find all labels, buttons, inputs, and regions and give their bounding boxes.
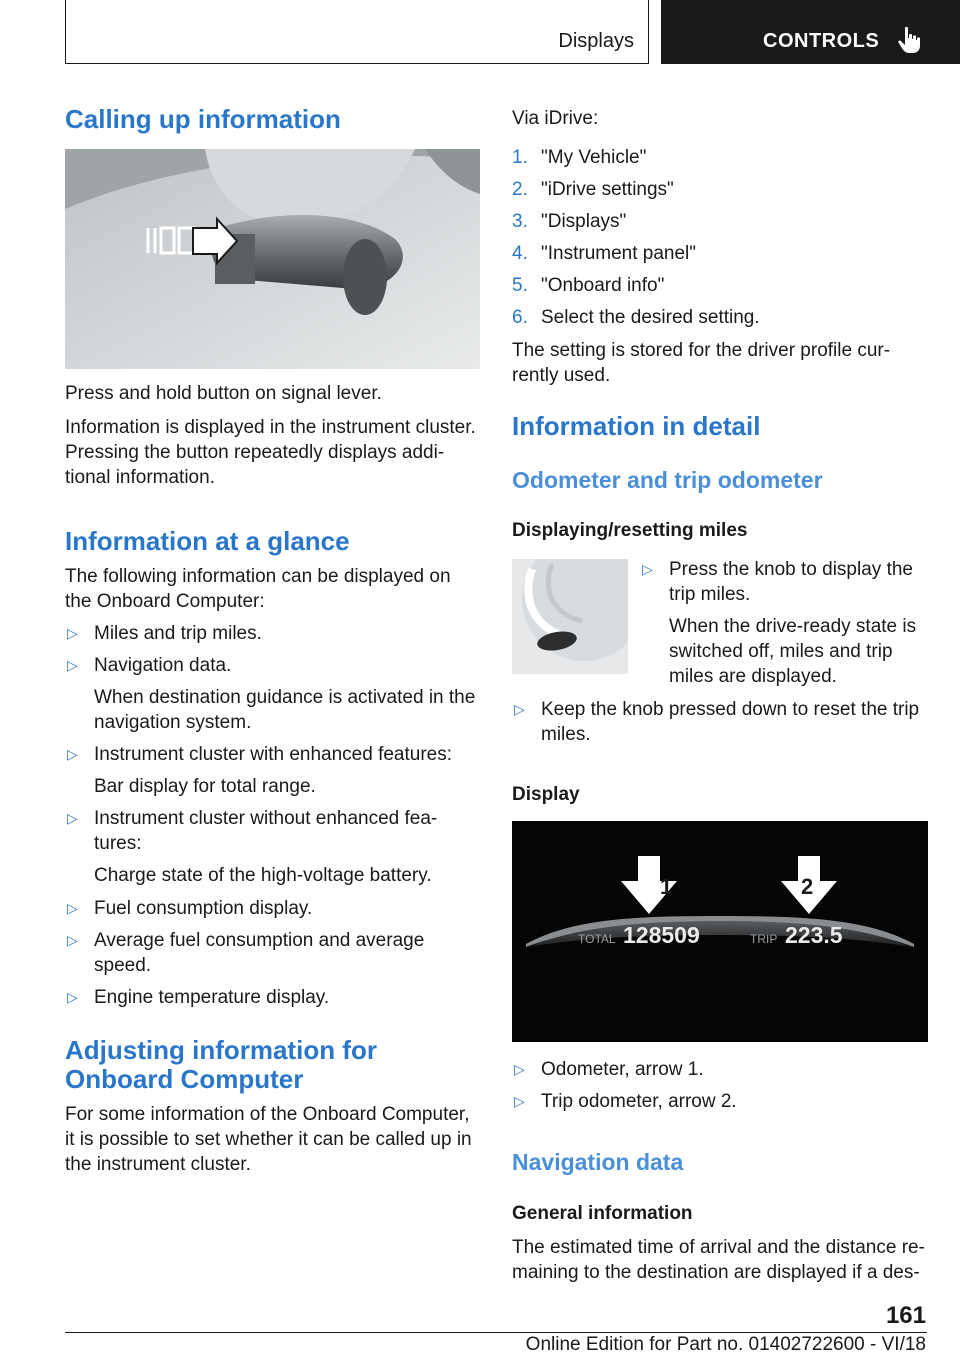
heading-adjusting-information: Adjusting information for (65, 1035, 377, 1065)
page-number: 161 (885, 1302, 926, 1329)
triangle-right-icon: ▷ (514, 1061, 525, 1077)
footer-edition: Online Edition for Part no. 01402722600 - VI/18 (525, 1334, 926, 1355)
heading-onboard-computer: Onboard Computer (65, 1064, 304, 1094)
text-following-info: The following information can be displayed on (65, 566, 451, 587)
trip-value: 223.5 (785, 922, 843, 948)
heading-calling-up-information: Calling up information (65, 104, 341, 134)
text-sub: speed. (94, 955, 152, 976)
triangle-right-icon: ▷ (67, 932, 78, 948)
figure-signal-lever (65, 149, 480, 369)
triangle-right-icon: ▷ (514, 1093, 525, 1109)
header-section-title: Displays (558, 30, 634, 52)
text-sub: navigation system. (94, 712, 252, 733)
heading-information-at-a-glance: Information at a glance (65, 526, 350, 556)
heading-general-information: General information (512, 1203, 693, 1224)
triangle-right-icon: ▷ (67, 810, 78, 826)
step-text: Select the desired setting. (541, 307, 760, 328)
step-text: "Instrument panel" (541, 243, 697, 264)
heading-navigation-data: Navigation data (512, 1149, 684, 1175)
triangle-right-icon: ▷ (67, 989, 78, 1005)
text-switched-off: switched off, miles and trip (669, 641, 893, 662)
step-text: "My Vehicle" (541, 147, 647, 168)
text-possible-to-set: it is possible to set whether it can be called up in (65, 1129, 472, 1150)
total-value: 128509 (623, 922, 700, 948)
text-drive-ready: When the drive-ready state is (669, 616, 917, 637)
text-sub: tures: (94, 833, 142, 854)
step-number: 3. (512, 211, 528, 232)
step-number: 5. (512, 275, 528, 296)
header-chapter-title: CONTROLS (763, 30, 880, 52)
total-label: TOTAL (578, 932, 616, 946)
heading-information-in-detail: Information in detail (512, 411, 761, 441)
triangle-right-icon: ▷ (514, 701, 525, 717)
text-sub: Bar display for total range. (94, 776, 316, 797)
header-section-box (65, 0, 649, 64)
text-remaining-distance: maining to the destination are displayed if a des- (512, 1262, 920, 1283)
step-number: 6. (512, 307, 528, 328)
text-estimated-time: The estimated time of arrival and the distance re- (512, 1237, 925, 1258)
figure-instrument-cluster (512, 821, 928, 1042)
text-info-displayed: Information is displayed in the instrument cluster. (65, 417, 476, 438)
step-text: "iDrive settings" (541, 179, 674, 200)
step-number: 4. (512, 243, 528, 264)
header-chapter-box (661, 0, 960, 64)
step-number: 1. (512, 147, 528, 168)
step-text: "Onboard info" (541, 275, 665, 296)
text-trip-miles: trip miles. (669, 584, 751, 605)
triangle-right-icon: ▷ (67, 746, 78, 762)
text-pressing-repeatedly: Pressing the button repeatedly displays addi- (65, 442, 445, 463)
text-sub: miles. (541, 724, 591, 745)
text-press-hold: Press and hold button on signal lever. (65, 383, 382, 404)
footer-rule (65, 1332, 927, 1333)
hand-pointer-icon (897, 26, 923, 54)
heading-displaying-resetting: Displaying/resetting miles (512, 520, 748, 541)
step-text: "Displays" (541, 211, 627, 232)
text-onboard-computer: the Onboard Computer: (65, 591, 265, 612)
text-rently-used: rently used. (512, 365, 611, 386)
heading-odometer: Odometer and trip odometer (512, 467, 823, 493)
arrow-label-1: 1 (660, 874, 673, 899)
step-number: 2. (512, 179, 528, 200)
text-sub: When destination guidance is activated in the (94, 687, 476, 708)
text-miles-displayed: miles are displayed. (669, 666, 837, 687)
figure-knob (512, 559, 628, 674)
heading-display: Display (512, 784, 580, 805)
triangle-right-icon: ▷ (67, 657, 78, 673)
text-via-idrive: Via iDrive: (512, 108, 599, 129)
text-some-info: For some information of the Onboard Computer, (65, 1104, 470, 1125)
text-setting-stored: The setting is stored for the driver profile cur- (512, 340, 891, 361)
triangle-right-icon: ▷ (642, 561, 653, 577)
text-additional-info: tional information. (65, 467, 215, 488)
text-sub: Charge state of the high-voltage battery. (94, 865, 432, 886)
triangle-right-icon: ▷ (67, 625, 78, 641)
trip-label: TRIP (750, 932, 778, 946)
arrow-label-2: 2 (801, 874, 814, 899)
triangle-right-icon: ▷ (67, 900, 78, 916)
text-instrument-cluster: the instrument cluster. (65, 1154, 251, 1175)
